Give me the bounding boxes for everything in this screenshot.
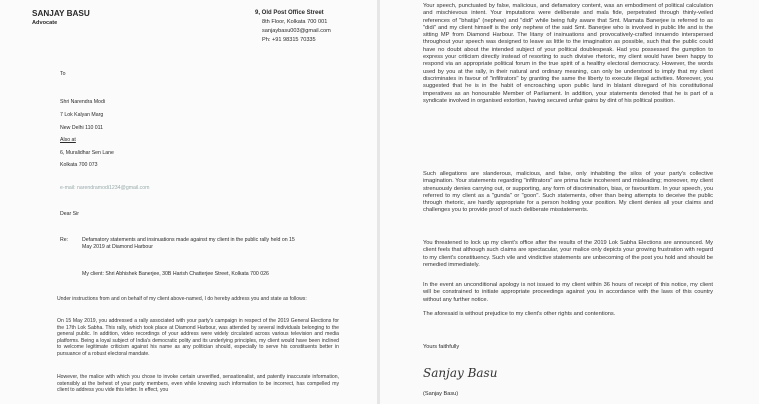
paragraph-without-prejudice: The aforesaid is without prejudice to my client's other rights and contentions. bbox=[423, 311, 616, 317]
salutation: Dear Sir bbox=[60, 211, 80, 217]
paragraph-intro: Under instructions from and on behalf of my client above-named, I do hereby address you and state as follows: bbox=[57, 296, 307, 302]
paragraph-apology-demand: In the event an unconditional apology is not issued to my client within 36 hours of receipt of this notice, my client will be constrained to initiate appropriate proceedings against you in accordance with the laws of this country without any further notice. bbox=[423, 282, 713, 303]
letterhead-phone: Ph: +91 98315 70335 bbox=[262, 37, 316, 43]
letterhead-name: SANJAY BASU bbox=[32, 9, 90, 18]
to-label: To bbox=[60, 71, 66, 77]
letterhead-email: sanjaybasu003@gmail.com bbox=[262, 28, 331, 34]
client-line: My client: Shri Abhishek Banerjee, 30B Harish Chatterjee Street, Kolkata 700 026 bbox=[82, 271, 269, 277]
subject-line-2: May 2019 at Diamond Harbour bbox=[82, 244, 153, 250]
paragraph-malice: However, the malice with which you chose to invoke certain unverified, sensationalist, and patently inaccurate information, ostensibly at the behest of your party members, even while knowing such information to be incorrect, has compelled my client to address you vide this letter. In effect, you bbox=[57, 374, 339, 393]
recipient-line-2: 7 Lok Kalyan Marg bbox=[60, 112, 104, 118]
signature: Sanjay Basu bbox=[423, 366, 498, 380]
recipient-alt-line-1: 6, Muralidhar Sen Lane bbox=[60, 150, 114, 156]
subject-line-1: Defamatory statements and insinuations made against my client in the public rally held on 15 bbox=[82, 237, 295, 243]
re-label: Re: bbox=[60, 237, 69, 243]
letter-page-2 bbox=[380, 0, 759, 404]
recipient-alt-line-2: Kolkata 700 073 bbox=[60, 162, 98, 168]
recipient-line-1: Shri Narendra Modi bbox=[60, 99, 105, 105]
recipient-line-3: New Delhi 110 011 bbox=[60, 125, 104, 131]
also-at-label: Also at bbox=[60, 137, 76, 143]
letterhead-address-2: 8th Floor, Kolkata 700 001 bbox=[262, 19, 328, 25]
letterhead-role: Advocate bbox=[32, 20, 58, 26]
paragraph-allegations: Such allegations are slanderous, malicious, and false, only inhabiting the silos of your party's collective imagination. Your statements regarding "infiltrators" are prima facie incoherent and misleading; moreover, my client strenuously denies carrying out, or supporting, any form of discrimination, bias, or favouritism. In your speech, you referred to my client as a "gunda" or "goon". Such statements, other than being attempts to deceive the public through rhetoric, are hardly appropriate for a person holding your position. My client denies all your claims and challenges you to provide proof of such deliberate misstatements. bbox=[423, 171, 713, 214]
paragraph-speech: Your speech, punctuated by false, malicious, and defamatory content, was an embodiment of political calculation and mischievous intent. Your imputations were deliberate and mala fide, perpetrated through thinly-veiled references of "bhatija" (nephew) and "didi" while being fully aware that Smt. Mamata Banerjee is referred to as "didi" and my client himself is the only nephew of the said Smt. Banerjee who is involved in public life and is the sitting MP from Diamond Harbour. The litany of insinuations and provocatively-crafted innuendo interspersed throughout your speech was designed to leave as little to the imagination as possible, such that the public could have no doubt about the intended subject of your political doublespeak. Had you possessed the gumption to express your criticism directly instead of resorting to such divisive rhetoric, my client would have been happy to respond via an appropriate political forum in the true spirit of a healthy electoral democracy. However, the words used by you at the rally, in their natural and ordinary meaning, can only be understood to imply that my client discriminates in favour of "infiltrators" by granting the same the liberty to execute illegal activities. Moreover, you suggested that he is in the habit of encroaching upon public land in blatant disregard of his constitutional imperatives as an honourable Member of Parliament. In addition, your statements denoted that he is part of a syndicate involved in organised extortion, having secured unfair gains by dint of his political position. bbox=[423, 3, 713, 104]
paragraph-threat: You threatened to lock up my client's office after the results of the 2019 Lok Sabha Elections are announced. My client feels that although such claims are spectacular, your malice only depicts your growing frustration with regard to my client's constituency. Such vile and vindictive statements are unbecoming of the post you hold and should be remedied immediately. bbox=[423, 240, 713, 268]
recipient-email: e-mail: narendramodi1234@gmail.com bbox=[60, 185, 150, 191]
signatory-name: (Sanjay Basu) bbox=[423, 391, 459, 397]
closing: Yours faithfully bbox=[423, 344, 460, 350]
letterhead-address-1: 9, Old Post Office Street bbox=[255, 10, 324, 16]
letter-page-1 bbox=[0, 0, 378, 404]
paragraph-rally: On 15 May 2019, you addressed a rally associated with your party's campaign in respect of the 2019 General Elections for the 17th Lok Sabha. This rally, which took place at Diamond Harbour, was attended by several individuals belonging to the general public. In addition, video recordings of your address were widely circulated across various television and media platforms. Being a loyal subject of India's democratic polity and its underlying principles, my client would have been inclined to welcome legitimate criticism against his name as any politician should, especially to serve his constituents better in pursuance of a robust electoral mandate. bbox=[57, 318, 339, 357]
